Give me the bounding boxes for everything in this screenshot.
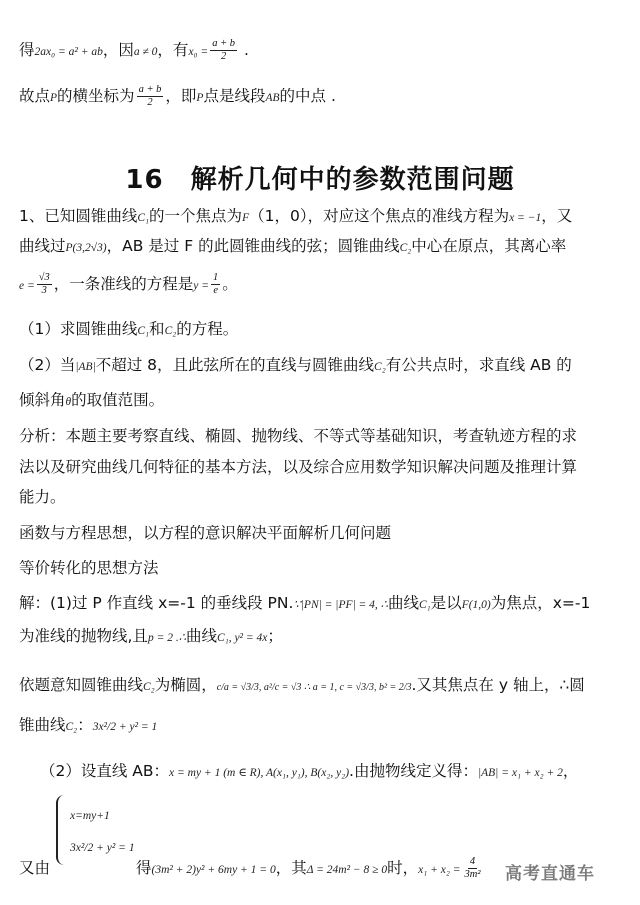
analysis-5: 等价转化的思想方法 <box>19 559 159 577</box>
fraction: $\frac{a + b}{2}$ <box>138 84 162 108</box>
formula: C₁ <box>137 212 150 224</box>
text: ，因 <box>102 41 134 59</box>
formula: AB <box>265 92 280 104</box>
formula: C₁ <box>419 599 431 611</box>
text: ，一条准线的方程是 <box>53 275 194 293</box>
text: 曲线 <box>387 594 419 612</box>
solution-1 <box>19 592 626 616</box>
text: 为准线的抛物线,且 <box>19 627 148 645</box>
text: . <box>239 41 249 59</box>
question-1 <box>19 318 626 342</box>
text: （2）当 <box>19 356 76 374</box>
formula: 3x²/2 + y² = 1 <box>92 721 158 733</box>
text: （2）设直线 AB： <box>40 762 170 780</box>
formula: x₀ = <box>188 46 209 58</box>
formula: θ <box>65 396 72 408</box>
formula: F <box>242 212 250 224</box>
text: 为椭圆， <box>154 676 217 694</box>
text: 不超过 8，且此弦所在的直线与圆锥曲线 <box>95 356 375 374</box>
text: 的取值范围。 <box>71 391 165 409</box>
formula: C₂ <box>65 721 78 733</box>
section-title: 16 解析几何中的参数范围问题 <box>125 165 515 195</box>
analysis-3: 能力。 <box>19 488 66 506</box>
text: 解：(1)过 P 作直线 x=-1 的垂线段 PN. <box>19 594 294 612</box>
fraction: $\frac{√3}{3}$ <box>38 272 50 296</box>
fraction: $\frac{1}{e}$ <box>213 272 219 296</box>
formula: 2ax₀ = a² + ab <box>34 46 103 58</box>
formula: |AB| <box>75 361 96 373</box>
text: 时， <box>387 859 419 877</box>
text: 和 <box>149 320 165 338</box>
text: ，又 <box>541 207 573 225</box>
solution-5 <box>40 760 626 784</box>
problem-line-3 <box>19 272 626 297</box>
formula: P(3,2√3) <box>65 242 107 254</box>
formula: P <box>196 92 204 104</box>
watermark: 高考直通车 <box>505 864 595 884</box>
system-eq-1 <box>70 803 626 827</box>
problem-line-1 <box>19 205 626 229</box>
text: ，有 <box>157 41 189 59</box>
formula: c/a = √3/3, a²/c = √3 ∴ a = 1, c = √3/3, b² = 2/3 <box>216 682 412 693</box>
text: .又其焦点在 y 轴上，∴圆 <box>411 676 585 694</box>
text: ，即 <box>165 87 197 105</box>
formula: 3x²/2 + y² = 1 <box>70 842 135 854</box>
text: 曲线过 <box>19 237 66 255</box>
formula: x=my+1 <box>70 810 110 822</box>
formula: ∵|PN| = |PF| = 4, ∴ <box>293 599 388 611</box>
formula: C₂ <box>399 242 412 254</box>
text: 。 <box>222 275 238 293</box>
formula: C₁ <box>137 325 150 337</box>
text: ； <box>267 627 283 645</box>
formula: C₁, y² = 4x <box>217 632 268 644</box>
solution-4 <box>19 714 626 738</box>
analysis-1: 分析：本题主要考察直线、椭圆、抛物线、不等式等基础知识，考查轨迹方程的求 <box>19 427 578 445</box>
text: 的一个焦点为 <box>149 207 243 225</box>
text: 是以 <box>430 594 462 612</box>
text: 为焦点，x=-1 <box>490 594 591 612</box>
formula: F(1,0) <box>461 599 491 611</box>
problem-line-2 <box>19 235 626 259</box>
fraction: $\frac{a + b}{2}$ <box>212 38 236 62</box>
formula: , A(x₁, y₁), B(x₂, y₂) <box>260 767 350 779</box>
text: ： <box>77 716 93 734</box>
text: 故点 <box>19 87 51 105</box>
text: 有公共点时，求直线 AB 的 <box>385 356 572 374</box>
text: ， <box>562 762 579 780</box>
text: 的方程。 <box>176 320 239 338</box>
text: 锥曲线 <box>19 716 66 734</box>
text: 又由 <box>19 859 51 877</box>
text: 倾斜角 <box>19 391 66 409</box>
analysis-4: 函数与方程思想，以方程的意识解决平面解析几何问题 <box>19 524 392 542</box>
formula: C₂ <box>374 361 386 373</box>
text: （1，0），对应这个焦点的准线方程为 <box>249 207 510 225</box>
formula: a ≠ 0 <box>133 46 158 58</box>
formula: C₂ <box>164 325 177 337</box>
fraction: $\frac{4}{\text{3m²}}$ <box>464 856 481 880</box>
text: 点是线段 <box>203 87 266 105</box>
text: 1、已知圆锥曲线 <box>19 207 138 225</box>
text: 得 <box>136 859 152 877</box>
text: 的中点 . <box>279 87 336 105</box>
formula: |AB| = x₁ + x₂ + 2 <box>477 767 563 779</box>
solution-3 <box>19 674 626 699</box>
formula: x = my + 1 (m ∈ R) <box>169 767 261 779</box>
text: 得 <box>19 41 35 59</box>
formula: x = −1 <box>509 212 542 224</box>
text: 的横坐标为 <box>57 87 135 105</box>
formula: Δ = 24m² − 8 ≥ 0 <box>306 864 388 876</box>
formula: p = 2 .∴ <box>147 632 187 644</box>
text: ，其 <box>275 859 307 877</box>
analysis-2: 法以及研究曲线几何特征的基本方法，以及综合应用数学知识解决问题及推理计算 <box>19 458 578 476</box>
solution-2 <box>19 625 626 649</box>
question-2 <box>19 354 626 378</box>
text: .由抛物线定义得： <box>349 762 478 780</box>
formula: x₁ + x₂ = <box>418 864 461 876</box>
question-2-cont <box>19 389 626 413</box>
formula: e = <box>19 280 35 292</box>
system-brace <box>56 795 68 865</box>
line-2 <box>19 84 626 109</box>
text: （1）求圆锥曲线 <box>19 320 138 338</box>
text: ，AB 是过 F 的此圆锥曲线的弦；圆锥曲线 <box>106 237 400 255</box>
formula: (3m² + 2)y² + 6my + 1 = 0 <box>151 864 276 876</box>
formula: P <box>50 92 58 104</box>
text: 曲线 <box>186 627 218 645</box>
formula: C₂ <box>143 681 155 693</box>
formula: y = <box>193 280 210 292</box>
text: 依题意知圆锥曲线 <box>19 676 144 694</box>
text: 中心在原点，其离心率 <box>411 237 567 255</box>
line-1 <box>19 38 626 63</box>
